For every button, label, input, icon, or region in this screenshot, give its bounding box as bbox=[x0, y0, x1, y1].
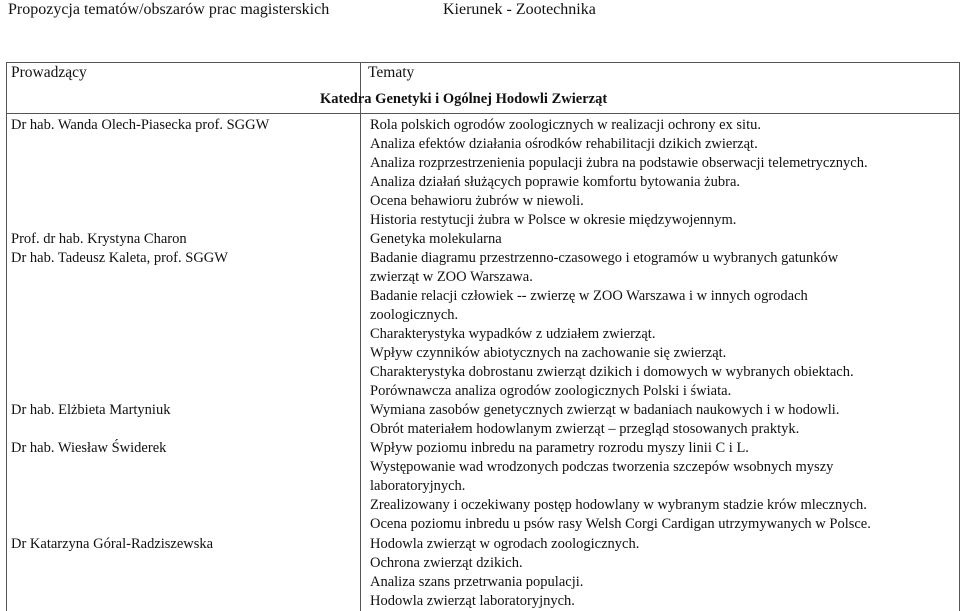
topic-item: Analiza szans przetrwania populacji. bbox=[370, 574, 584, 590]
column-header-supervisor: Prowadzący bbox=[11, 64, 87, 81]
topic-item: Genetyka molekularna bbox=[370, 231, 502, 247]
supervisor-name: Dr hab. Elżbieta Martyniuk bbox=[11, 402, 171, 418]
topic-item: Charakterystyka dobrostanu zwierząt dzikich i domowych w wybranych obiektach. bbox=[370, 364, 854, 380]
topic-item: Wymiana zasobów genetycznych zwierząt w badaniach naukowych i w hodowli. bbox=[370, 402, 840, 418]
topic-item: Wpływ poziomu inbredu na parametry rozrodu myszy linii C i L. bbox=[370, 440, 749, 456]
table-border-left bbox=[6, 62, 7, 611]
topic-item: zwierząt w ZOO Warszawa. bbox=[370, 269, 533, 285]
topic-item: Hodowla zwierząt laboratoryjnych. bbox=[370, 593, 575, 609]
table-column-divider bbox=[360, 62, 361, 611]
topic-item: Obrót materiałem hodowlanym zwierząt – przegląd stosowanych praktyk. bbox=[370, 421, 800, 437]
topic-item: Porównawcza analiza ogrodów zoologicznych Polski i świata. bbox=[370, 383, 732, 399]
page-header-field: Kierunek - Zootechnika bbox=[443, 1, 596, 18]
topic-item: laboratoryjnych. bbox=[370, 478, 466, 494]
topic-item: Występowanie wad wrodzonych podczas tworzenia szczepów wsobnych myszy bbox=[370, 459, 834, 475]
topic-item: Ochrona zwierząt dzikich. bbox=[370, 555, 523, 571]
department-title: Katedra Genetyki i Ogólnej Hodowli Zwierząt bbox=[320, 91, 608, 107]
topic-item: Rola polskich ogrodów zoologicznych w realizacji ochrony ex situ. bbox=[370, 117, 761, 133]
page-header-title: Propozycja tematów/obszarów prac magisterskich bbox=[8, 1, 330, 18]
supervisor-name: Dr Katarzyna Góral-Radziszewska bbox=[11, 536, 214, 552]
supervisor-name: Prof. dr hab. Krystyna Charon bbox=[11, 231, 187, 247]
topic-item: Ocena poziomu inbredu u psów rasy Welsh Corgi Cardigan utrzymywanych w Polsce. bbox=[370, 516, 871, 532]
topic-item: Ocena behawioru żubrów w niewoli. bbox=[370, 193, 584, 209]
topic-item: Badanie diagramu przestrzenno-czasowego i etogramów u wybranych gatunków bbox=[370, 250, 839, 266]
table-border-top bbox=[6, 62, 960, 63]
supervisor-name: Dr hab. Wiesław Świderek bbox=[11, 440, 167, 456]
topic-item: Hodowla zwierząt w ogrodach zoologicznych. bbox=[370, 536, 640, 552]
topic-item: Badanie relacji człowiek -- zwierzę w ZOO Warszawa i w innych ogrodach bbox=[370, 288, 808, 304]
topic-item: zoologicznych. bbox=[370, 307, 459, 323]
topic-item: Analiza efektów działania ośrodków rehabilitacji dzikich zwierząt. bbox=[370, 136, 758, 152]
topic-item: Analiza działań służących poprawie komfortu bytowania żubra. bbox=[370, 174, 741, 190]
topic-item: Wpływ czynników abiotycznych na zachowanie się zwierząt. bbox=[370, 345, 727, 361]
supervisor-name: Dr hab. Wanda Olech-Piasecka prof. SGGW bbox=[11, 117, 270, 133]
column-header-topics: Tematy bbox=[368, 64, 415, 81]
topic-item: Zrealizowany i oczekiwany postęp hodowlany w wybranym stadzie krów mlecznych. bbox=[370, 497, 867, 513]
table-row-divider bbox=[6, 113, 960, 114]
supervisor-name: Dr hab. Tadeusz Kaleta, prof. SGGW bbox=[11, 250, 228, 266]
topic-item: Charakterystyka wypadków z udziałem zwierząt. bbox=[370, 326, 656, 342]
topic-item: Historia restytucji żubra w Polsce w okresie międzywojennym. bbox=[370, 212, 737, 228]
topic-item: Analiza rozprzestrzenienia populacji żubra na podstawie obserwacji telemetrycznych. bbox=[370, 155, 868, 171]
